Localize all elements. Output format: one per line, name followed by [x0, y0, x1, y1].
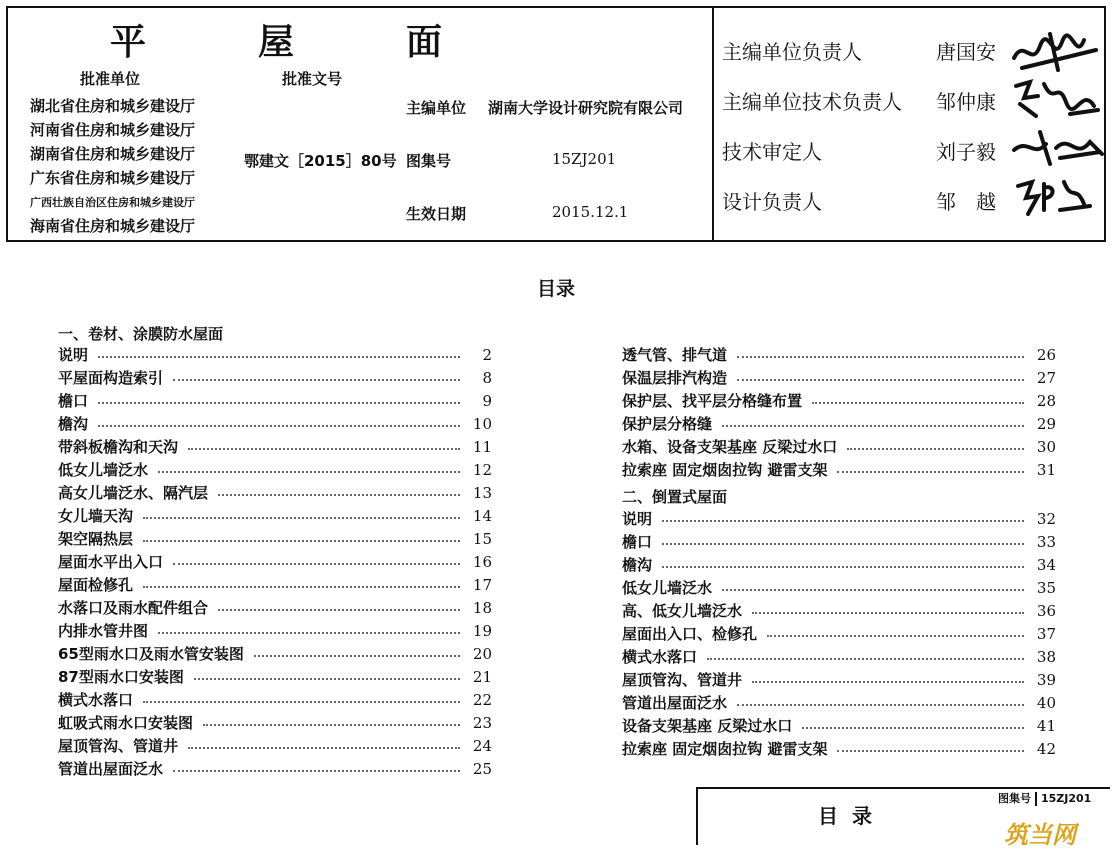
toc-item [622, 622, 1056, 645]
responsible-name-2: 邹仲康 [936, 90, 996, 114]
toc-item [622, 507, 1056, 530]
toc-item-page: 23 [472, 713, 492, 732]
footer-atlas-no-value: 15ZJ201 [1041, 792, 1092, 805]
toc-item-page: 14 [472, 506, 492, 525]
toc-item-page: 17 [472, 575, 492, 594]
responsible-role-2: 主编单位技术负责人 [722, 90, 902, 114]
title-char-1: 平 [110, 21, 147, 63]
toc-item-title: 87型雨水口安装图 [58, 668, 184, 686]
atlas-no: 15ZJ201 [552, 150, 617, 168]
toc-item [58, 366, 492, 389]
editor-unit-label: 主编单位 [406, 99, 467, 117]
footer-title: 目录 [818, 804, 886, 828]
title-char-3: 面 [406, 21, 443, 63]
toc-leader-dots [173, 379, 460, 381]
toc-item-title: 水落口及雨水配件组合 [58, 599, 209, 617]
toc-item-page: 8 [482, 368, 492, 387]
watermark-text: 筑当网 [1004, 821, 1076, 849]
signature-3 [1010, 124, 1106, 170]
toc-item-page: 19 [472, 621, 492, 640]
toc-leader-dots [173, 770, 460, 772]
approval-unit-label: 批准单位 [80, 70, 141, 88]
toc-leader-dots [802, 727, 1024, 729]
footer-atlas-no [998, 790, 1091, 806]
responsible-role-4: 设计负责人 [722, 190, 822, 214]
toc-item-title: 檐口 [58, 392, 89, 410]
footer-atlas-no-label: 图集号 [998, 792, 1031, 805]
toc-item-page: 13 [472, 483, 492, 502]
toc-leader-dots [254, 655, 460, 657]
toc-leader-dots [752, 612, 1024, 614]
toc-leader-dots [143, 517, 460, 519]
toc-leader-dots [143, 586, 460, 588]
toc-item-page: 41 [1036, 716, 1056, 735]
toc-leader-dots [173, 563, 460, 565]
toc-leader-dots [194, 678, 460, 680]
toc-item-page: 40 [1036, 693, 1056, 712]
toc-item [58, 504, 492, 527]
toc-item-page: 28 [1036, 391, 1056, 410]
toc-leader-dots [143, 540, 460, 542]
toc-item [622, 645, 1056, 668]
toc-item [622, 412, 1056, 435]
toc-item-title: 平屋面构造索引 [58, 369, 164, 387]
effective-date: 2015.12.1 [552, 203, 629, 221]
toc-item-page: 21 [472, 667, 492, 686]
toc-item-title: 水箱、设备支架基座 反梁过水口 [622, 438, 838, 456]
approval-unit-1: 湖北省住房和城乡建设厅 [30, 97, 196, 115]
toc-item-title: 拉索座 固定烟囱拉钩 避雷支架 [622, 740, 828, 758]
toc-item-page: 2 [482, 345, 492, 364]
toc-item-page: 27 [1036, 368, 1056, 387]
toc-item-title: 屋面出入口、检修孔 [622, 625, 758, 643]
toc-item-title: 说明 [58, 346, 89, 364]
toc-item [58, 481, 492, 504]
toc-item-page: 24 [472, 736, 492, 755]
toc-leader-dots [812, 402, 1024, 404]
toc-leader-dots [203, 724, 460, 726]
header-divider [712, 6, 714, 242]
toc-item-title: 屋面水平出入口 [58, 553, 164, 571]
toc-item-title: 低女儿墙泛水 [622, 579, 713, 597]
toc-item-title: 低女儿墙泛水 [58, 461, 149, 479]
toc-item-title: 架空隔热层 [58, 530, 134, 548]
toc-item [622, 576, 1056, 599]
toc-leader-dots [98, 425, 460, 427]
signature-1 [1010, 28, 1102, 74]
toc-leader-dots [737, 704, 1024, 706]
editor-unit: 湖南大学设计研究院有限公司 [488, 99, 684, 117]
toc-item-title: 透气管、排气道 [622, 346, 728, 364]
effective-date-label: 生效日期 [406, 205, 467, 223]
toc-item [58, 734, 492, 757]
toc-item [58, 389, 492, 412]
toc-item [58, 688, 492, 711]
toc-item-page: 20 [472, 644, 492, 663]
toc-item-title: 拉索座 固定烟囱拉钩 避雷支架 [622, 461, 828, 479]
approval-unit-5: 广西壮族自治区住房和城乡建设厅 [30, 196, 195, 209]
toc-item-title: 檐沟 [622, 556, 653, 574]
toc-item-page: 11 [472, 437, 492, 456]
toc-item-title: 管道出屋面泛水 [58, 760, 164, 778]
toc-item [622, 668, 1056, 691]
toc-item [622, 435, 1056, 458]
toc-leader-dots [767, 635, 1024, 637]
toc-item-title: 屋顶管沟、管道井 [622, 671, 743, 689]
toc-leader-dots [847, 448, 1024, 450]
approval-unit-4: 广东省住房和城乡建设厅 [30, 169, 196, 187]
toc-leader-dots [158, 471, 460, 473]
toc-item [622, 343, 1056, 366]
toc-item-page: 42 [1036, 739, 1056, 758]
toc-item-page: 18 [472, 598, 492, 617]
toc-item-title: 内排水管井图 [58, 622, 149, 640]
toc-item-page: 9 [482, 391, 492, 410]
toc-item [58, 527, 492, 550]
approval-doc-label: 批准文号 [282, 70, 343, 88]
toc-item-page: 36 [1036, 601, 1056, 620]
toc-leader-dots [158, 632, 460, 634]
toc-item [58, 550, 492, 573]
toc-item-title: 设备支架基座 反梁过水口 [622, 717, 793, 735]
toc-leader-dots [143, 701, 460, 703]
toc-item [58, 642, 492, 665]
toc-leader-dots [188, 448, 460, 450]
toc-item-page: 15 [472, 529, 492, 548]
toc-leader-dots [722, 425, 1024, 427]
toc-item-page: 39 [1036, 670, 1056, 689]
toc-item [58, 412, 492, 435]
toc-item-title: 管道出屋面泛水 [622, 694, 728, 712]
approval-unit-2: 河南省住房和城乡建设厅 [30, 121, 196, 139]
toc-leader-dots [837, 750, 1024, 752]
toc-item [622, 366, 1056, 389]
toc-item-title: 檐口 [622, 533, 653, 551]
toc-item [622, 737, 1056, 760]
toc-leader-dots [737, 356, 1024, 358]
responsible-name-3: 刘子毅 [936, 140, 996, 164]
toc-item [622, 599, 1056, 622]
toc-item-title: 带斜板檐沟和天沟 [58, 438, 179, 456]
toc-item-title: 65型雨水口及雨水管安装图 [58, 645, 244, 663]
toc-item-page: 12 [472, 460, 492, 479]
left-section-title: 一、卷材、涂膜防水屋面 [58, 325, 224, 343]
toc-item-page: 33 [1036, 532, 1056, 551]
atlas-no-label: 图集号 [406, 152, 452, 170]
toc-item-page: 32 [1036, 509, 1056, 528]
toc-item [58, 435, 492, 458]
signature-4 [1014, 174, 1094, 220]
toc-item-page: 26 [1036, 345, 1056, 364]
toc-item-page: 22 [472, 690, 492, 709]
toc-item [622, 389, 1056, 412]
toc-item-title: 说明 [622, 510, 653, 528]
signature-2 [1010, 76, 1102, 122]
toc-item-title: 横式水落口 [58, 691, 134, 709]
toc-leader-dots [188, 747, 460, 749]
toc-item [58, 343, 492, 366]
toc-item-title: 保护层、找平层分格缝布置 [622, 392, 803, 410]
toc-leader-dots [662, 520, 1024, 522]
toc-item-title: 虹吸式雨水口安装图 [58, 714, 194, 732]
toc-leader-dots [98, 402, 460, 404]
toc-item-title: 高女儿墙泛水、隔汽层 [58, 484, 209, 502]
toc-item-page: 38 [1036, 647, 1056, 666]
toc-leader-dots [98, 356, 460, 358]
toc-leader-dots [218, 494, 460, 496]
right-section-title: 二、倒置式屋面 [622, 488, 728, 506]
toc-leader-dots [707, 658, 1024, 660]
toc-item-page: 16 [472, 552, 492, 571]
toc-item [58, 596, 492, 619]
toc-leader-dots [737, 379, 1024, 381]
toc-item [622, 691, 1056, 714]
toc-item-title: 横式水落口 [622, 648, 698, 666]
toc-item-page: 31 [1036, 460, 1056, 479]
approval-unit-3: 湖南省住房和城乡建设厅 [30, 145, 196, 163]
toc-item-title: 高、低女儿墙泛水 [622, 602, 743, 620]
toc-right-list-b [622, 507, 1056, 760]
toc-leader-dots [662, 566, 1024, 568]
toc-left-list [58, 343, 492, 780]
toc-item [58, 458, 492, 481]
approval-doc-no: 鄂建文［2015］80号 [244, 152, 397, 170]
approval-unit-6: 海南省住房和城乡建设厅 [30, 217, 196, 235]
toc-item [58, 711, 492, 734]
toc-heading: 目录 [536, 278, 575, 300]
toc-item-page: 35 [1036, 578, 1056, 597]
responsible-role-3: 技术审定人 [722, 140, 822, 164]
toc-item [58, 573, 492, 596]
responsible-name-1: 唐国安 [936, 40, 996, 64]
toc-leader-dots [837, 471, 1024, 473]
toc-leader-dots [722, 589, 1024, 591]
toc-leader-dots [752, 681, 1024, 683]
toc-item [622, 458, 1056, 481]
toc-item-page: 37 [1036, 624, 1056, 643]
responsible-name-4: 邹 越 [936, 190, 996, 214]
toc-item-page: 25 [472, 759, 492, 778]
toc-item [58, 665, 492, 688]
responsible-role-1: 主编单位负责人 [722, 40, 862, 64]
toc-leader-dots [662, 543, 1024, 545]
toc-item-title: 保护层分格缝 [622, 415, 713, 433]
toc-item-title: 保温层排汽构造 [622, 369, 728, 387]
toc-item-page: 30 [1036, 437, 1056, 456]
toc-right-list-a [622, 343, 1056, 481]
toc-item-title: 屋顶管沟、管道井 [58, 737, 179, 755]
toc-item-page: 34 [1036, 555, 1056, 574]
toc-item [622, 530, 1056, 553]
toc-item [622, 553, 1056, 576]
toc-item [58, 619, 492, 642]
title-char-2: 屋 [258, 21, 295, 63]
toc-leader-dots [218, 609, 460, 611]
toc-item-page: 29 [1036, 414, 1056, 433]
toc-item-title: 屋面检修孔 [58, 576, 134, 594]
toc-item [622, 714, 1056, 737]
toc-item-title: 女儿墙天沟 [58, 507, 134, 525]
toc-item-title: 檐沟 [58, 415, 89, 433]
toc-item [58, 757, 492, 780]
toc-item-page: 10 [472, 414, 492, 433]
